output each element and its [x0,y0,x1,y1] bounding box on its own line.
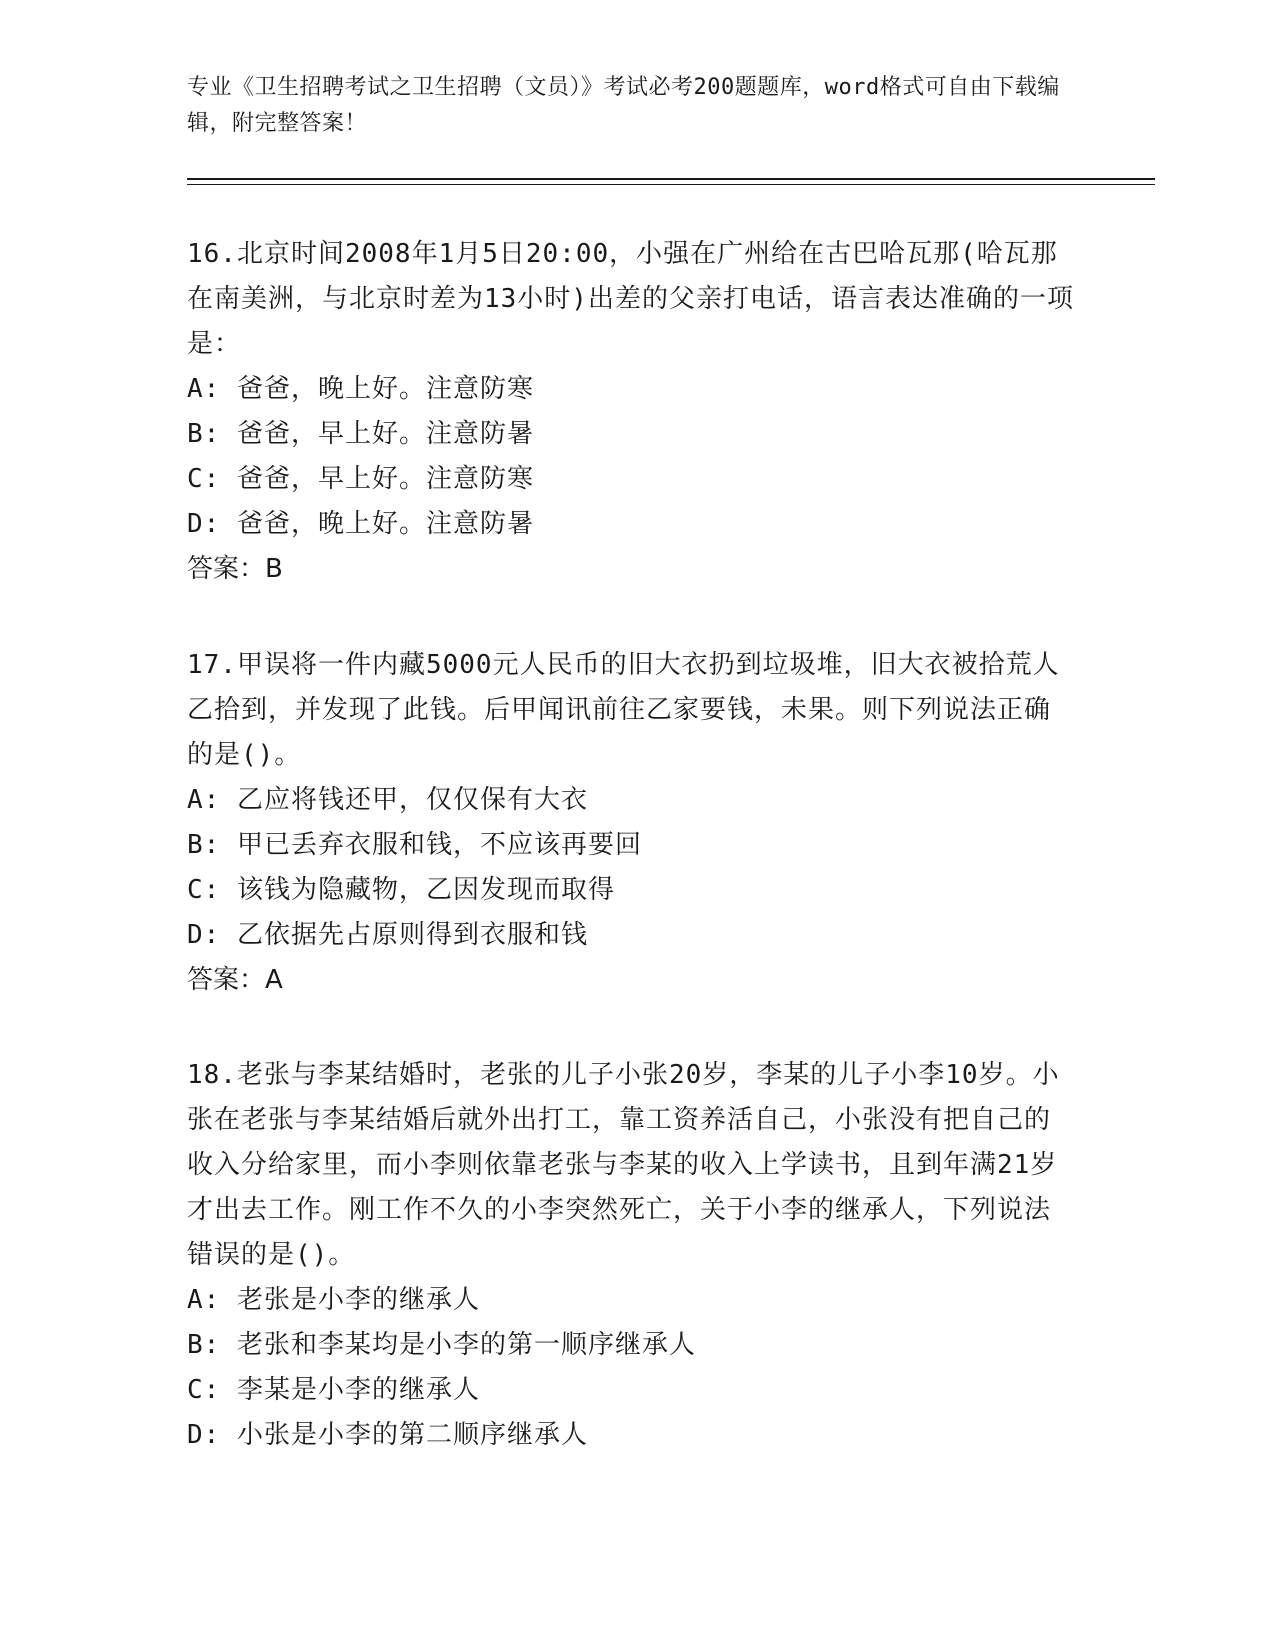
option-a: A: 乙应将钱还甲，仅仅保有大衣 [187,785,588,815]
document-header: 专业《卫生招聘考试之卫生招聘（文员）》考试必考200题题库，word格式可自由下载编辑，附完整答案！ [187,75,1060,136]
question-16 [187,232,1077,592]
option-c: C: 该钱为隐藏物，乙因发现而取得 [187,875,615,905]
question-18 [187,1053,1077,1458]
option-d: D: 爸爸，晚上好。注意防暑 [187,509,534,539]
option-b: B: 爸爸，早上好。注意防暑 [187,419,534,449]
option-d: D: 小张是小李的第二顺序继承人 [187,1420,588,1450]
question-text: 18.老张与李某结婚时，老张的儿子小张20岁，李某的儿子小李10岁。小张在老张与李某结婚后就外出打工，靠工资养活自己，小张没有把自己的收入分给家里，而小李则依靠老张与李某的收入上学读书，且到年满21岁才出去工作。刚工作不久的小李突然死亡，关于小李的继承人，下列说法错误的是()。 [187,1060,1060,1270]
question-text: 16.北京时间2008年1月5日20:00，小强在广州给在古巴哈瓦那(哈瓦那在南美洲，与北京时差为13小时)出差的父亲打电话，语言表达准确的一项是： [187,239,1074,359]
option-c: C: 爸爸，早上好。注意防寒 [187,464,534,494]
option-a: A: 老张是小李的继承人 [187,1285,480,1315]
option-b: B: 甲已丢弃衣服和钱，不应该再要回 [187,830,642,860]
header-divider-thin [187,184,1155,185]
answer: 答案：A [187,965,283,995]
header-divider-thick [187,178,1155,180]
question-17 [187,643,1077,1003]
option-a: A: 爸爸，晚上好。注意防寒 [187,374,534,404]
question-text: 17.甲误将一件内藏5000元人民币的旧大衣扔到垃圾堆，旧大衣被拾荒人乙拾到，并发现了此钱。后甲闻讯前往乙家要钱，未果。则下列说法正确的是()。 [187,650,1060,770]
option-d: D: 乙依据先占原则得到衣服和钱 [187,920,588,950]
option-b: B: 老张和李某均是小李的第一顺序继承人 [187,1330,696,1360]
answer: 答案：B [187,554,283,584]
option-c: C: 李某是小李的继承人 [187,1375,480,1405]
